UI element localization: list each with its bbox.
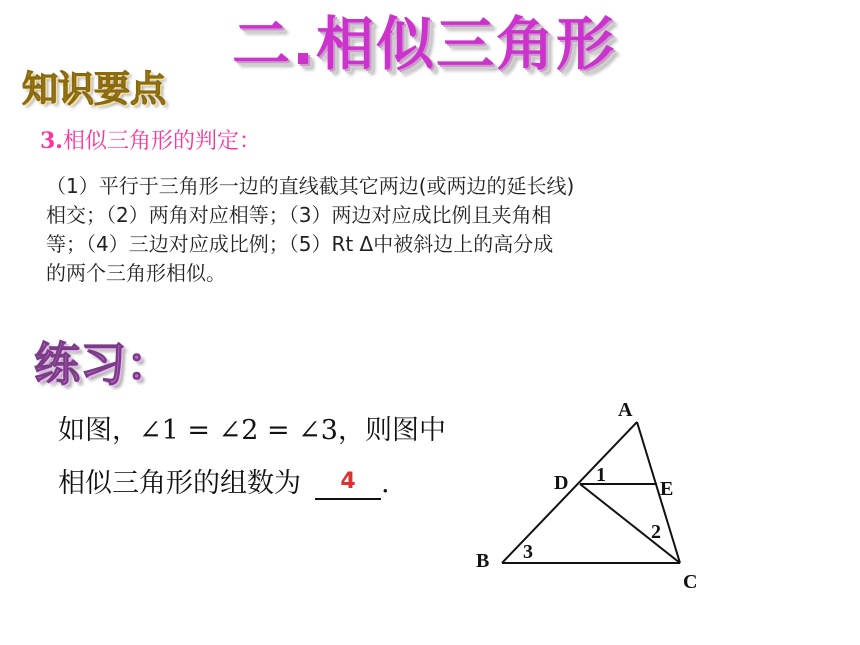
point-label-e: E — [660, 478, 674, 500]
page-title: 二.相似三角形 — [232, 10, 617, 78]
answer-blank — [315, 466, 381, 500]
point-label-b: B — [476, 550, 490, 572]
answer-value: 4 — [340, 469, 356, 494]
criteria-line: 等；（4）三边对应成比例；（5）Rt Δ中被斜边上的高分成 — [46, 232, 554, 256]
exercise-question-prefix: 相似三角形的组数为 — [58, 468, 301, 499]
criteria-heading-number: 3. — [40, 128, 63, 154]
exercise-question-suffix: . — [381, 468, 390, 499]
criteria-heading-text: 相似三角形的判定： — [62, 129, 261, 154]
knowledge-points-label: 知识要点 — [22, 69, 167, 110]
criteria-paragraph — [46, 172, 816, 288]
criteria-line: 相交；（2）两角对应相等；（3）两边对应成比例且夹角相 — [46, 203, 552, 227]
point-label-a: A — [618, 399, 633, 421]
criteria-heading — [40, 126, 261, 157]
point-label-d: D — [554, 472, 569, 494]
angle-label-1: 1 — [596, 464, 606, 486]
point-label-c: C — [683, 571, 698, 593]
triangle-figure — [470, 392, 720, 607]
exercise-question-line2 — [58, 466, 390, 502]
criteria-line: （1）平行于三角形一边的直线截其它两边(或两边的延长线) — [46, 174, 575, 198]
exercise-question-line1: 如图，∠1 = ∠2 = ∠3，则图中 — [58, 415, 446, 446]
angle-label-2: 2 — [651, 521, 661, 543]
angle-label-3: 3 — [523, 541, 533, 563]
criteria-line: 的两个三角形相似。 — [46, 261, 226, 285]
practice-label: 练习： — [34, 337, 172, 391]
